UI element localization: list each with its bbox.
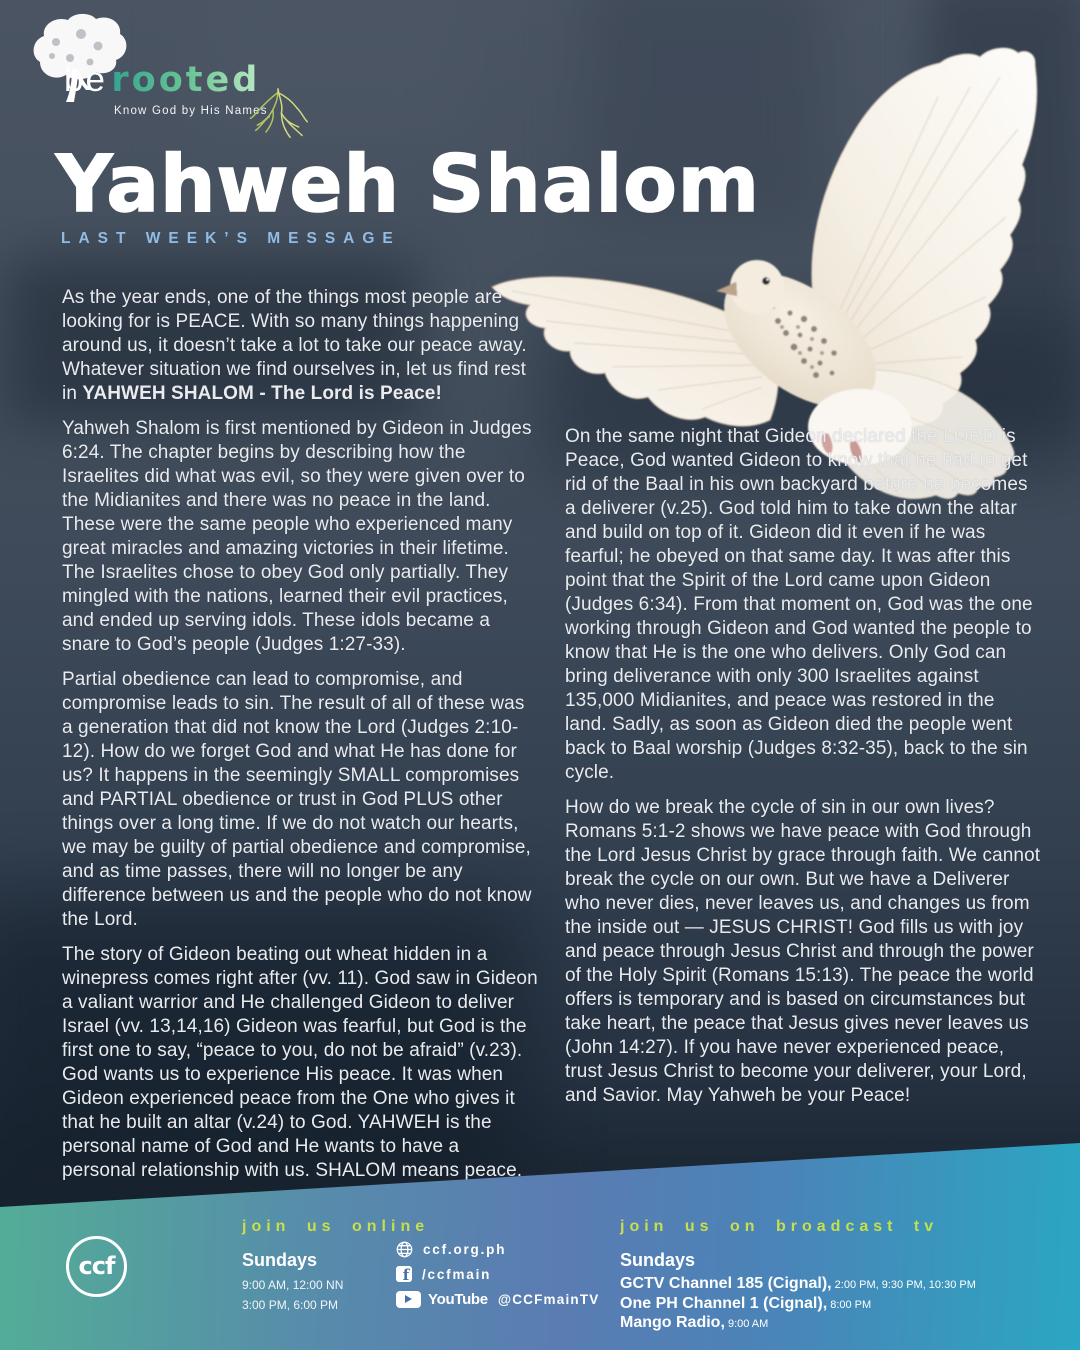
- youtube-handle: @CCFmainTV: [497, 1291, 600, 1307]
- message-article: [62, 286, 1041, 1194]
- kicker-last-weeks-message: LAST WEEK’S MESSAGE: [61, 230, 401, 247]
- footer-broadcast-section: [620, 1218, 976, 1333]
- broadcast-day: Sundays: [620, 1250, 696, 1270]
- facebook-link: [396, 1265, 600, 1283]
- online-times-line2: 3:00 PM, 6:00 PM: [242, 1294, 339, 1313]
- broadcast-line-mango: Mango Radio, 9:00 AM: [620, 1314, 769, 1331]
- paragraph: On the same night that Gideon declared the LORD is Peace, God wanted Gideon to know that he had to get rid of the Baal in his own backyard before he becomes a deliverer (v.25). God told him to take down the altar and build on top of it. Gideon did it even if he was fearful; he obeyed on that same day. It was after this point that the Spirit of the Lord came upon Gideon (Judges 6:34). From that moment on, God was the one working through Gideon and God wanted the people to know that He is the one who delivers. Only God can bring deliverance with only 300 Israelites against 135,000 Midianites, and peace was restored in the land. Sadly, as soon as Gideon died the people went back to Baal worship (Judges 8:32-35), back to the sin cycle.: [565, 426, 1033, 783]
- globe-icon: [396, 1241, 413, 1258]
- online-day: Sundays: [242, 1250, 318, 1270]
- footer-social-links: [396, 1240, 600, 1308]
- paragraph: The story of Gideon beating out wheat hidden in a winepress comes right after (vv. 11). God saw in Gideon a valiant warrior and He challenged Gideon to deliver Israel (vv. 13,14,16) Gideon was fearful, but God is the first one to say, “peace to you, do not be afraid” (v.23). God wants us to experience His peace. It was when Gideon experienced peace from the One who gives it that he built an altar (v.24) to God. YAHWEH is the personal name of God and He wants to have a personal relationship with us. SHALOM means peace.: [62, 944, 538, 1181]
- youtube-wordmark: YouTube: [428, 1290, 488, 1308]
- paragraph: How do we break the cycle of sin in our own lives? Romans 5:1-2 shows we have peace with God through the Lord Jesus Christ by grace through faith. We cannot break the cycle on our own. But we have a Deliverer who never dies, never leaves us, and changes us from the inside out — JESUS CHRIST! God fills us with joy and peace through Jesus Christ and through the power of the Holy Spirit (Romans 15:13). The peace the world offers is temporary and is based on circumstances but take heart, the peace that Jesus gives never leaves us (John 14:27). If you have never experienced peace, trust Jesus Christ to become your deliverer, your Lord, and Savior. May Yahweh be your Peace!: [565, 797, 1041, 1106]
- be-rooted-wordmark: [64, 60, 260, 100]
- facebook-handle: /ccfmain: [422, 1266, 492, 1282]
- online-heading: join us online: [242, 1218, 430, 1235]
- facebook-icon: f: [396, 1266, 412, 1282]
- brand-word-be: be: [64, 60, 107, 99]
- online-times-line1: 9:00 AM, 12:00 NN: [242, 1274, 344, 1293]
- brand-word-rooted: rooted: [111, 60, 261, 100]
- paragraph: As the year ends, one of the things most people are looking for is PEACE. With so many things happening around us, it doesn’t take a lot to take our peace away. Whatever situation we find ourselves in, let us find rest in YAHWEH SHALOM - The Lord is Peace!: [62, 287, 527, 404]
- youtube-icon: [396, 1291, 421, 1308]
- paragraph: Yahweh Shalom is first mentioned by Gideon in Judges 6:24. The chapter begins by describing how the Israelites did what was evil, so they were given over to the Midianites and there was no peace in the land. These were the same people who experienced many great miracles and amazing victories in their lifetime. The Israelites chose to obey God only partially. They mingled with the nations, learned their evil practices, and ended up serving idols. These idols became a snare to God’s people (Judges 1:27-33).: [62, 418, 532, 655]
- roots-graphic: [247, 86, 309, 142]
- article-right-column: [565, 286, 1041, 1194]
- youtube-link: [396, 1290, 600, 1308]
- website-link: [396, 1240, 600, 1258]
- broadcast-line-gctv: GCTV Channel 185 (Cignal), 2:00 PM, 9:30 PM, 10:30 PM: [620, 1275, 976, 1292]
- page-title: Yahweh Shalom: [56, 140, 761, 230]
- paragraph: Partial obedience can lead to compromise, and compromise leads to sin. The result of all of these was a generation that did not know the Lord (Judges 2:10-12). How do we forget God and what He has done for us? It happens in the seemingly SMALL compromises and PARTIAL obedience or trust in God PLUS other things over a long time. If we do not watch our hearts, we may be guilty of partial obedience and compromise, and as time passes, there will no longer be any difference between us and the people who do not know the Lord.: [62, 669, 532, 930]
- brand-tagline: Know God by His Names: [114, 105, 268, 117]
- ccf-logo: [66, 1236, 127, 1297]
- website-url: ccf.org.ph: [423, 1241, 507, 1257]
- ccf-logo-text: ccf: [78, 1251, 115, 1280]
- broadcast-line-oneph: One PH Channel 1 (Cignal), 8:00 PM: [620, 1294, 872, 1312]
- broadcast-heading: join us on broadcast tv: [620, 1218, 939, 1235]
- article-left-column: [62, 286, 538, 1194]
